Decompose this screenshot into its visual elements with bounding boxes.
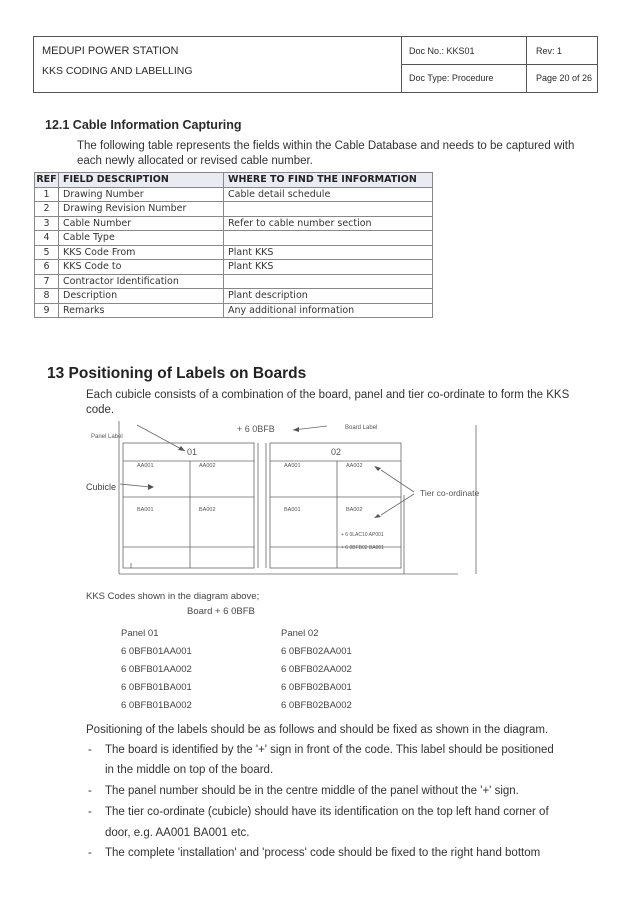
revision: Rev: 1 [536, 46, 563, 56]
full-kks-code: + 6 0LAC10 AP001 [341, 532, 384, 538]
bullet-3-line1: The tier co-ordinate (cubicle) should have its identification on the top left hand corner of [105, 806, 549, 818]
panel-02-code: 6 0BFB02AA002 [281, 664, 352, 675]
where-cell: Plant KKS [224, 260, 433, 275]
panel-01-code: 6 0BFB01BA001 [121, 682, 192, 693]
column-header-field: FIELD DESCRIPTION [59, 173, 224, 188]
column-header-where: WHERE TO FIND THE INFORMATION [224, 173, 433, 188]
bullet-4-line1: The complete 'installation' and 'process' code should be fixed to the right hand bottom [105, 847, 541, 859]
field-cell: Contractor Identification [59, 274, 224, 289]
cubicle-code: AA002 [346, 463, 363, 469]
bullet-1-line1: The board is identified by the '+' sign in front of the code. This label should be positioned [105, 744, 554, 756]
ref-cell: 3 [35, 216, 59, 231]
panel-01-number: 01 [187, 447, 198, 457]
cubicle-code: BA001 [137, 507, 154, 513]
panel-01-code: 6 0BFB01AA001 [121, 646, 192, 657]
doc-type: Doc Type: Procedure [409, 73, 494, 83]
section-12-1-intro-line2: each newly allocated or revised cable number. [77, 155, 313, 167]
doc-number: Doc No.: KKS01 [409, 46, 475, 56]
cubicle-code: BA002 [199, 507, 216, 513]
positioning-intro: Positioning of the labels should be as follows and should be fixed as shown in the diagram. [86, 724, 549, 736]
cubicle-code: BA002 [346, 507, 363, 513]
panel-01-code: 6 0BFB01BA002 [121, 700, 192, 711]
section-13-heading: 13 Positioning of Labels on Boards [47, 365, 307, 382]
section-13-intro-line1: Each cubicle consists of a combination of the board, panel and tier co-ordinate to form the KKS [86, 389, 570, 401]
where-cell: Refer to cable number section [224, 216, 433, 231]
field-cell: Cable Type [59, 231, 224, 246]
bullet-mark: - [88, 847, 92, 859]
field-cell: Description [59, 289, 224, 304]
field-cell: Cable Number [59, 216, 224, 231]
panel-02-code: 6 0BFB02AA001 [281, 646, 352, 657]
where-cell: Plant description [224, 289, 433, 304]
cubicle-code: AA001 [137, 463, 154, 469]
panel-01-outline [123, 443, 254, 568]
panel-02-code: 6 0BFB02BA001 [281, 682, 352, 693]
board-label-callout: Board Label [345, 425, 378, 431]
document-subject: KKS CODING AND LABELLING [42, 65, 193, 77]
section-12-1-heading: 12.1 Cable Information Capturing [45, 118, 242, 132]
section-13-intro-line2: code. [86, 404, 115, 416]
ref-cell: 1 [35, 187, 59, 202]
codes-intro: KKS Codes shown in the diagram above; [86, 591, 260, 602]
ref-cell: 8 [35, 289, 59, 304]
bullet-mark: - [88, 806, 92, 818]
field-cell: KKS Code to [59, 260, 224, 275]
bullet-3-line2: door, e.g. AA001 BA001 etc. [105, 827, 250, 839]
panel-02-code: 6 0BFB02BA002 [281, 700, 352, 711]
field-cell: Drawing Revision Number [59, 202, 224, 217]
bullet-1-line2: in the middle on top of the board. [105, 764, 274, 776]
field-cell: KKS Code From [59, 245, 224, 260]
where-cell: Plant KKS [224, 245, 433, 260]
panel-01-title: Panel 01 [121, 628, 159, 639]
page-number: Page 20 of 26 [536, 73, 593, 83]
section-12-1-intro-line1: The following table represents the fields within the Cable Database and needs to be captured with [77, 140, 575, 152]
org-name: MEDUPI POWER STATION [42, 45, 179, 57]
where-cell: Cable detail schedule [224, 187, 433, 202]
field-cell: Drawing Number [59, 187, 224, 202]
field-cell: Remarks [59, 303, 224, 318]
cubicle-code: BA001 [284, 507, 301, 513]
column-header-ref: REF [36, 174, 57, 186]
board-code-line: Board + 6 0BFB [187, 606, 255, 617]
panel-02-title: Panel 02 [281, 628, 319, 639]
where-cell: Any additional information [224, 303, 433, 318]
ref-cell: 4 [35, 231, 59, 246]
cubicle-code: AA002 [199, 463, 216, 469]
cubicle-callout: Cubicle [86, 482, 117, 492]
bullet-mark: - [88, 785, 92, 797]
tier-coordinate-callout: Tier co-ordinate [420, 488, 480, 498]
panel-01-code: 6 0BFB01AA002 [121, 664, 192, 675]
bullet-mark: - [88, 744, 92, 756]
ref-cell: 2 [35, 202, 59, 217]
cubicle-code: AA001 [284, 463, 301, 469]
board-code-label: + 6 0BFB [237, 424, 275, 434]
ref-cell: 9 [35, 303, 59, 318]
full-kks-code: + 6 0BFB02 BA001 [341, 545, 384, 551]
bullet-2-line1: The panel number should be in the centre middle of the panel without the '+' sign. [105, 785, 519, 797]
ref-cell: 6 [35, 260, 59, 275]
panel-02-number: 02 [331, 447, 342, 457]
ref-cell: 5 [35, 245, 59, 260]
ref-cell: 7 [35, 274, 59, 289]
panel-label-callout: Panel Label [91, 434, 123, 440]
